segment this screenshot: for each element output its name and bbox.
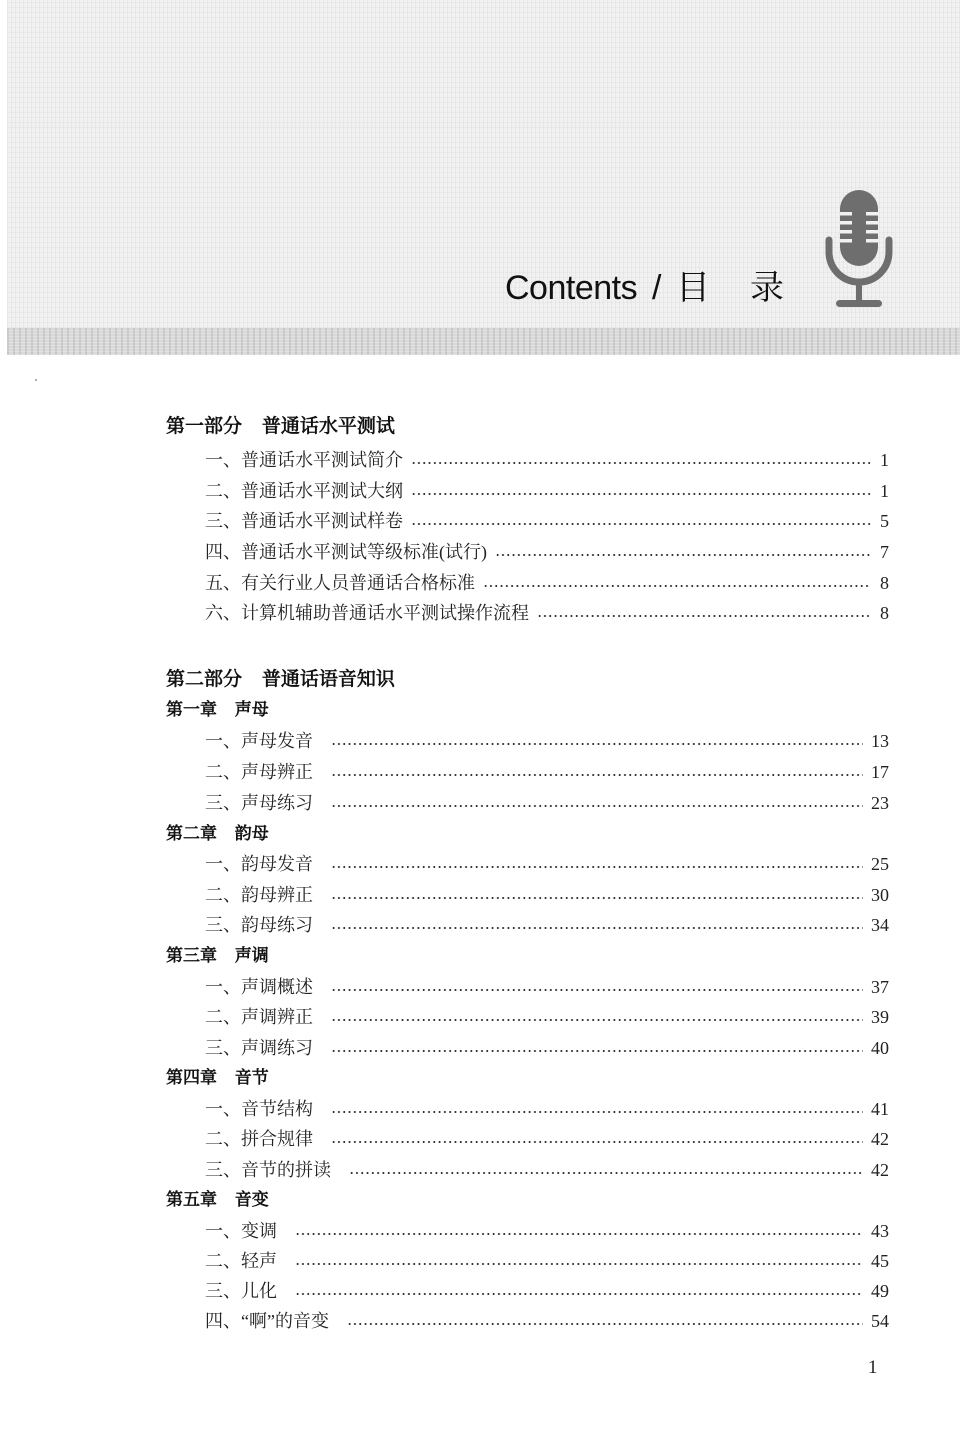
toc-entry-label: 六、计算机辅助普通话水平测试操作流程	[205, 603, 529, 623]
page-title-en: Contents	[505, 269, 638, 307]
header-stripe-band	[7, 328, 960, 355]
toc-entry-label: 一、变调	[205, 1221, 277, 1241]
chapter-heading[interactable]: 第一章 声母	[166, 700, 269, 720]
dot-leader	[295, 1233, 863, 1235]
toc-entry-page: 41	[871, 1099, 889, 1119]
toc-entry-page: 49	[871, 1281, 889, 1301]
toc-entry-label: 三、普通话水平测试样卷	[205, 511, 403, 531]
dot-leader	[295, 1263, 863, 1265]
dot-leader	[331, 866, 863, 868]
toc-entry-label: 一、音节结构	[205, 1099, 313, 1119]
dot-leader	[411, 462, 871, 464]
page-title-zh-1: 目	[675, 269, 710, 307]
toc-entry[interactable]	[205, 601, 889, 625]
toc-entry-page: 23	[871, 793, 889, 813]
dot-leader	[483, 585, 871, 587]
dot-leader	[331, 774, 863, 776]
toc-entry-label: 五、有关行业人员普通话合格标准	[205, 573, 475, 593]
toc-entry-label: 三、声调练习	[205, 1038, 313, 1058]
toc-entry-label: 二、轻声	[205, 1251, 277, 1271]
toc-entry[interactable]	[205, 1036, 889, 1060]
chapter-heading[interactable]: 第三章 声调	[166, 946, 269, 966]
toc-entry[interactable]	[205, 729, 889, 753]
toc-entry-label: 三、儿化	[205, 1281, 277, 1301]
toc-entry-label: 一、声母发音	[205, 731, 313, 751]
toc-entry[interactable]	[205, 479, 889, 503]
toc-entry-page: 1	[880, 481, 889, 501]
toc-entry-label: 一、声调概述	[205, 977, 313, 997]
toc-entry-page: 34	[871, 915, 889, 935]
toc-entry[interactable]	[205, 571, 889, 595]
dot-leader	[331, 805, 863, 807]
toc-entry[interactable]	[205, 1309, 889, 1333]
dot-leader	[331, 743, 863, 745]
toc-entry-page: 7	[880, 542, 889, 562]
dot-leader	[411, 493, 871, 495]
toc-entry-page: 25	[871, 854, 889, 874]
toc-entry-label: 四、普通话水平测试等级标准(试行)	[205, 542, 487, 562]
toc-entry-label: 一、普通话水平测试简介	[205, 450, 403, 470]
dot-leader	[295, 1293, 863, 1295]
dot-leader	[331, 1050, 863, 1052]
toc-entry-label: 四、“啊”的音变	[205, 1311, 329, 1331]
chapter-heading[interactable]: 第四章 音节	[166, 1068, 269, 1088]
dot-leader	[537, 615, 871, 617]
header-texture-panel	[7, 0, 960, 328]
page-title-zh-2: 录	[749, 269, 784, 307]
toc-entry-label: 二、声调辨正	[205, 1007, 313, 1027]
toc-entry[interactable]	[205, 975, 889, 999]
part-heading[interactable]: 第一部分 普通话水平测试	[166, 415, 395, 437]
dot-leader	[331, 1019, 863, 1021]
toc-entry[interactable]	[205, 1219, 889, 1243]
toc-entry[interactable]	[205, 540, 889, 564]
part-heading[interactable]: 第二部分 普通话语音知识	[166, 668, 395, 690]
toc-entry-page: 54	[871, 1311, 889, 1331]
toc-entry[interactable]	[205, 791, 889, 815]
toc-entry[interactable]	[205, 1279, 889, 1303]
toc-entry-page: 8	[880, 603, 889, 623]
toc-entry[interactable]	[205, 883, 889, 907]
toc-entry-label: 一、韵母发音	[205, 854, 313, 874]
toc-entry-label: 二、拼合规律	[205, 1129, 313, 1149]
toc-entry-page: 45	[871, 1251, 889, 1271]
dot-leader	[331, 1141, 863, 1143]
toc-entry-label: 二、普通话水平测试大纲	[205, 481, 403, 501]
toc-entry[interactable]	[205, 760, 889, 784]
microphone-icon	[823, 188, 895, 310]
toc-entry-page: 42	[871, 1129, 889, 1149]
toc-entry-page: 13	[871, 731, 889, 751]
dot-leader	[347, 1323, 863, 1325]
toc-entry[interactable]	[205, 1005, 889, 1029]
toc-entry-page: 43	[871, 1221, 889, 1241]
dot-leader	[331, 1111, 863, 1113]
dot-leader	[331, 927, 863, 929]
dot-leader	[349, 1172, 863, 1174]
toc-entry-page: 40	[871, 1038, 889, 1058]
toc-entry-label: 二、韵母辨正	[205, 885, 313, 905]
toc-entry-page: 37	[871, 977, 889, 997]
toc-entry[interactable]	[205, 913, 889, 937]
dot-leader	[495, 554, 871, 556]
toc-entry[interactable]	[205, 1249, 889, 1273]
toc-entry-label: 三、声母练习	[205, 793, 313, 813]
toc-entry-page: 5	[880, 511, 889, 531]
toc-entry-page: 30	[871, 885, 889, 905]
toc-entry-page: 39	[871, 1007, 889, 1027]
toc-entry-page: 1	[880, 450, 889, 470]
toc-entry[interactable]	[205, 1097, 889, 1121]
scan-speck	[35, 379, 37, 381]
toc-entry[interactable]	[205, 509, 889, 533]
toc-entry[interactable]	[205, 852, 889, 876]
dot-leader	[331, 897, 863, 899]
toc-entry[interactable]	[205, 448, 889, 472]
dot-leader	[411, 523, 871, 525]
toc-entry-page: 8	[880, 573, 889, 593]
page-title-separator: /	[652, 269, 661, 307]
toc-entry-page: 42	[871, 1160, 889, 1180]
chapter-heading[interactable]: 第五章 音变	[166, 1190, 269, 1210]
toc-entry-page: 17	[871, 762, 889, 782]
toc-entry[interactable]	[205, 1158, 889, 1182]
chapter-heading[interactable]: 第二章 韵母	[166, 824, 269, 844]
toc-entry[interactable]	[205, 1127, 889, 1151]
toc-entry-label: 二、声母辨正	[205, 762, 313, 782]
page-number: 1	[868, 1357, 878, 1378]
dot-leader	[331, 989, 863, 991]
page-title	[505, 268, 784, 308]
toc-entry-label: 三、音节的拼读	[205, 1160, 331, 1180]
toc-entry-label: 三、韵母练习	[205, 915, 313, 935]
